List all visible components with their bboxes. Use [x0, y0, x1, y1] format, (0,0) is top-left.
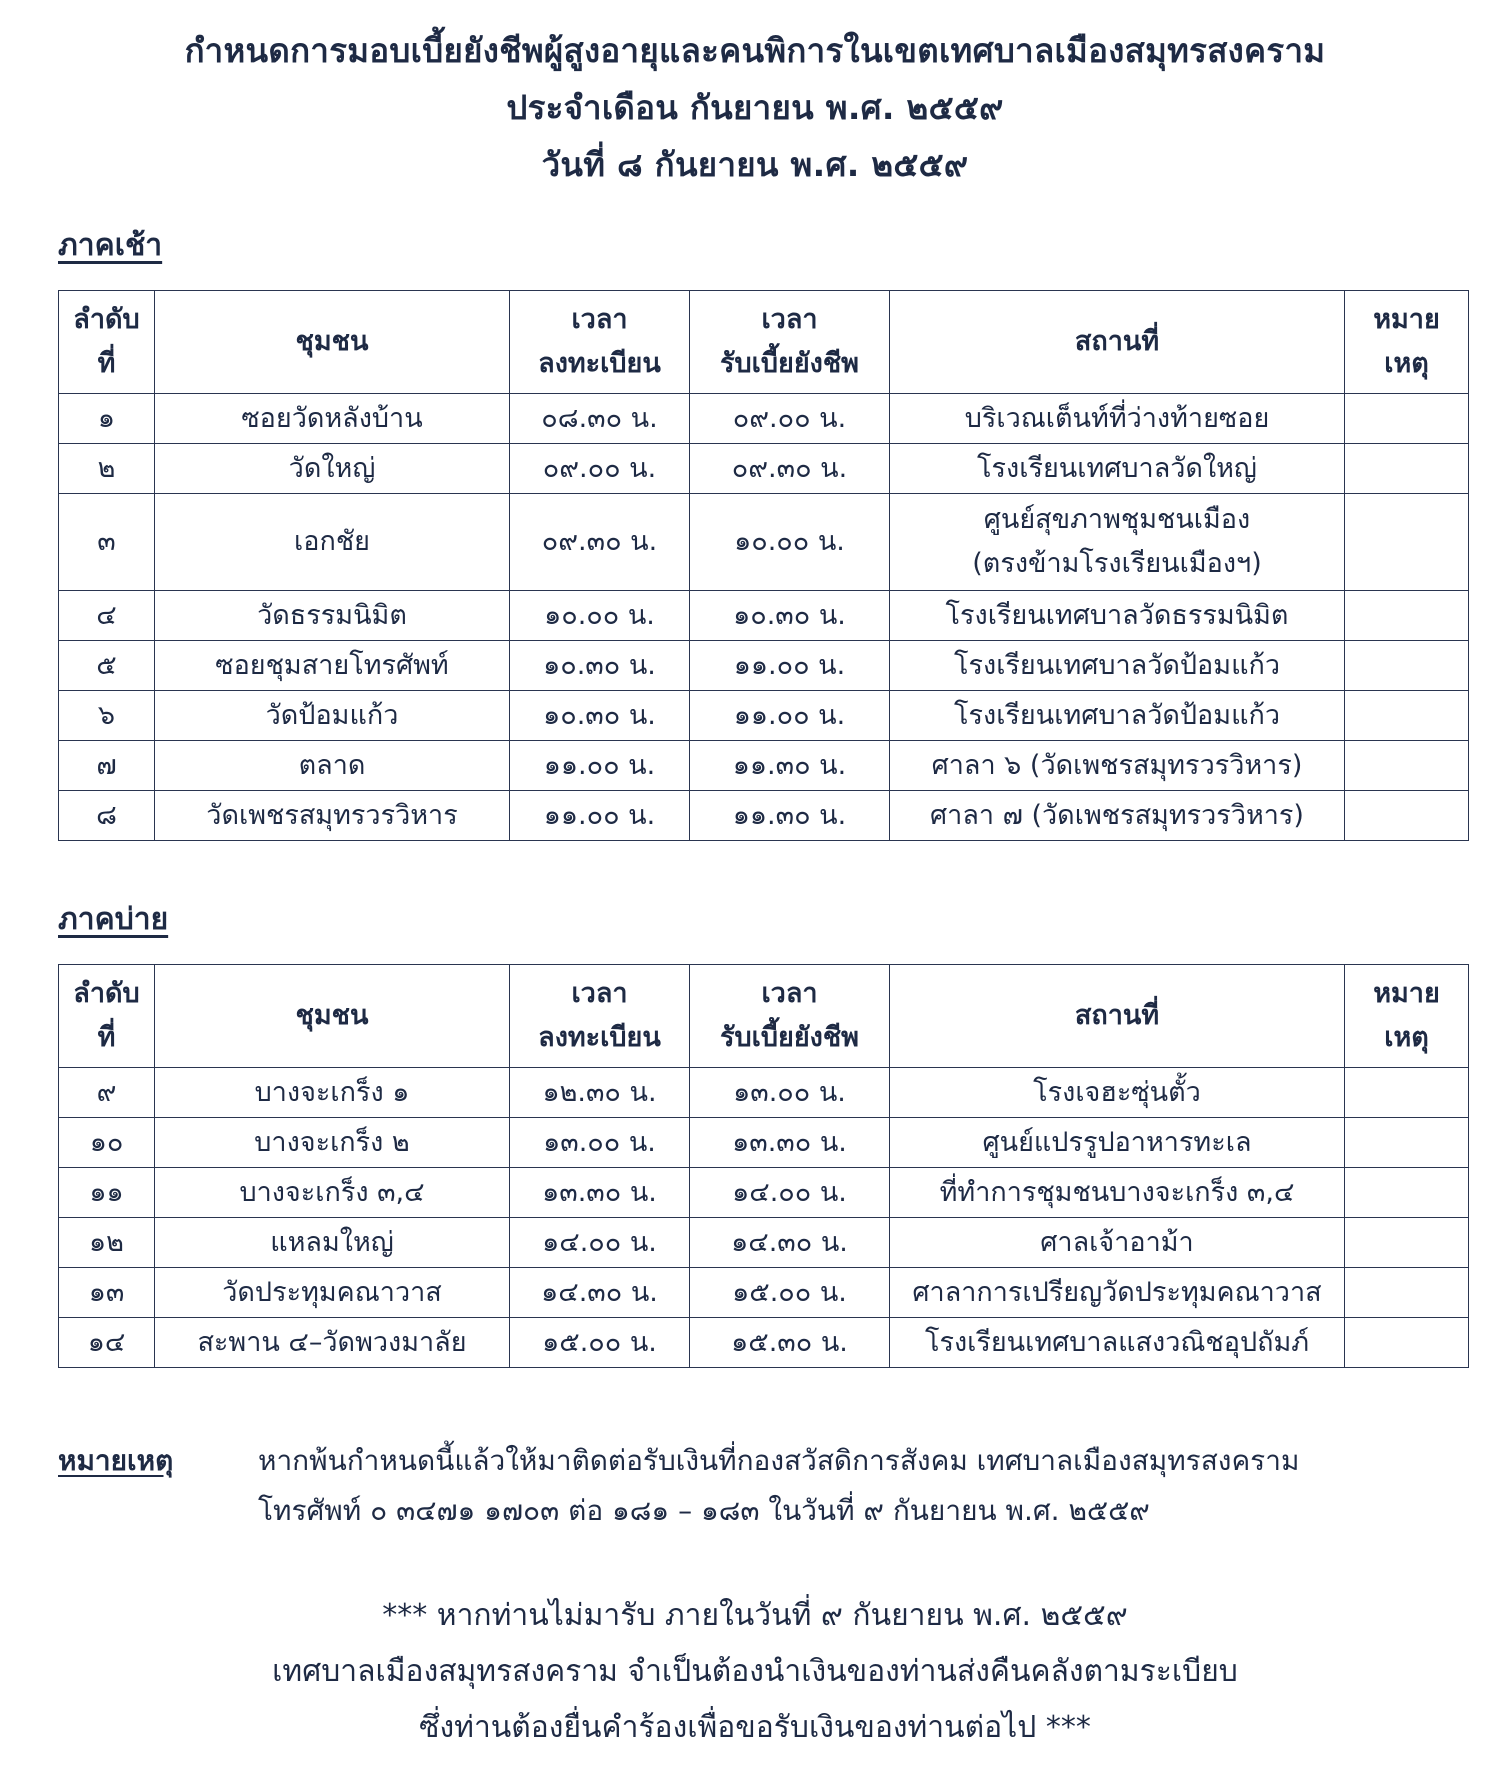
- cell-receive-time: ๑๕.๓๐ น.: [690, 1318, 890, 1368]
- note-body: [258, 1436, 1468, 1536]
- table-row: [59, 1318, 1469, 1368]
- column-header-receive-time: เวลา รับเบี้ยยังชีพ: [690, 291, 890, 394]
- table-row: [59, 641, 1469, 691]
- cell-community: บางจะเกร็ง ๑: [155, 1068, 510, 1118]
- cell-register-time: ๑๑.๐๐ น.: [510, 741, 690, 791]
- note-label: หมายเหตุ: [58, 1444, 174, 1477]
- cell-no: ๕: [59, 641, 155, 691]
- cell-community: สะพาน ๔–วัดพวงมาลัย: [155, 1318, 510, 1368]
- cell-no: ๒: [59, 444, 155, 494]
- place-line: โรงเรียนเทศบาลวัดป้อมแก้ว: [954, 649, 1280, 681]
- table-row: [59, 1218, 1469, 1268]
- cell-community: วัดเพชรสมุทรวรวิหาร: [155, 791, 510, 841]
- table-row: [59, 791, 1469, 841]
- cell-community: ซอยวัดหลังบ้าน: [155, 394, 510, 444]
- place-line: ศาลา ๗ (วัดเพชรสมุทรวรวิหาร): [930, 799, 1304, 831]
- cell-no: ๑๓: [59, 1268, 155, 1318]
- cell-no: ๖: [59, 691, 155, 741]
- cell-register-time: ๑๐.๓๐ น.: [510, 641, 690, 691]
- column-header-place: สถานที่: [890, 291, 1345, 394]
- place-line: ศาลา ๖ (วัดเพชรสมุทรวรวิหาร): [931, 749, 1303, 781]
- column-header-community: ชุมชน: [155, 291, 510, 394]
- table-row: [59, 691, 1469, 741]
- cell-community: ตลาด: [155, 741, 510, 791]
- month-line: ประจำเดือน กันยายน พ.ศ. ๒๕๕๙: [506, 88, 1004, 127]
- warning-line-2: เทศบาลเมืองสมุทรสงคราม จำเป็นต้องนำเงินของท่านส่งคืนคลังตามระเบียบ: [272, 1654, 1238, 1689]
- morning-section-title: ภาคเช้า: [58, 228, 163, 263]
- cell-place: [890, 1118, 1345, 1168]
- place-line: ศูนย์แปรรูปอาหารทะเล: [982, 1126, 1252, 1158]
- cell-place: [890, 444, 1345, 494]
- table-row: [59, 494, 1469, 591]
- place-line: โรงเรียนเทศบาลวัดธรรมนิมิต: [945, 599, 1289, 631]
- cell-place: [890, 1068, 1345, 1118]
- afternoon-schedule-table: [58, 964, 1469, 1368]
- cell-remark: [1345, 494, 1469, 591]
- cell-register-time: ๑๔.๓๐ น.: [510, 1268, 690, 1318]
- cell-register-time: ๐๙.๐๐ น.: [510, 444, 690, 494]
- cell-remark: [1345, 791, 1469, 841]
- cell-community: บางจะเกร็ง ๒: [155, 1118, 510, 1168]
- cell-remark: [1345, 444, 1469, 494]
- cell-register-time: ๑๓.๓๐ น.: [510, 1168, 690, 1218]
- cell-receive-time: ๑๐.๐๐ น.: [690, 494, 890, 591]
- cell-place: [890, 1268, 1345, 1318]
- cell-no: ๑๐: [59, 1118, 155, 1168]
- cell-community: บางจะเกร็ง ๓,๔: [155, 1168, 510, 1218]
- cell-register-time: ๑๔.๐๐ น.: [510, 1218, 690, 1268]
- cell-no: ๙: [59, 1068, 155, 1118]
- cell-register-time: ๑๓.๐๐ น.: [510, 1118, 690, 1168]
- warning-line-1: *** หากท่านไม่มารับ ภายในวันที่ ๙ กันยายน พ.ศ. ๒๕๕๙: [382, 1598, 1128, 1633]
- cell-community: เอกชัย: [155, 494, 510, 591]
- table-row: [59, 1268, 1469, 1318]
- cell-place: [890, 494, 1345, 591]
- column-header-register-time: เวลา ลงทะเบียน: [510, 965, 690, 1068]
- place-line: โรงเจฮะซุ่นตั้ว: [1033, 1076, 1201, 1108]
- afternoon-section-title: ภาคบ่าย: [58, 902, 169, 937]
- column-header-remark: หมาย เหตุ: [1345, 965, 1469, 1068]
- place-line: (ตรงข้ามโรงเรียนเมืองฯ): [972, 548, 1262, 579]
- cell-no: ๘: [59, 791, 155, 841]
- cell-receive-time: ๑๔.๐๐ น.: [690, 1168, 890, 1218]
- cell-register-time: ๑๕.๐๐ น.: [510, 1318, 690, 1368]
- cell-receive-time: ๐๙.๐๐ น.: [690, 394, 890, 444]
- column-header-register-time: เวลา ลงทะเบียน: [510, 291, 690, 394]
- cell-remark: [1345, 1118, 1469, 1168]
- table-row: [59, 1118, 1469, 1168]
- place-line: โรงเรียนเทศบาลวัดใหญ่: [977, 452, 1257, 484]
- cell-place: [890, 741, 1345, 791]
- cell-receive-time: ๑๕.๐๐ น.: [690, 1268, 890, 1318]
- cell-register-time: ๐๘.๓๐ น.: [510, 394, 690, 444]
- place-line: บริเวณเต็นท์ที่ว่างท้ายซอย: [964, 402, 1270, 434]
- cell-no: ๑๑: [59, 1168, 155, 1218]
- cell-community: แหลมใหญ่: [155, 1218, 510, 1268]
- place-line: โรงเรียนเทศบาลวัดป้อมแก้ว: [954, 699, 1280, 731]
- cell-remark: [1345, 641, 1469, 691]
- note-line-1: หากพ้นกำหนดนี้แล้วให้มาติดต่อรับเงินที่กองสวัสดิการสังคม เทศบาลเมืองสมุทรสงคราม: [258, 1444, 1300, 1477]
- cell-place: [890, 791, 1345, 841]
- cell-remark: [1345, 1168, 1469, 1218]
- place-line: ศาลาการเปรียญวัดประทุมคณาวาส: [912, 1276, 1322, 1308]
- place-line: ที่ทำการชุมชนบางจะเกร็ง ๓,๔: [939, 1176, 1295, 1208]
- table-row: [59, 591, 1469, 641]
- date-line: วันที่ ๘ กันยายน พ.ศ. ๒๕๕๙: [541, 145, 969, 184]
- place-line: ศูนย์สุขภาพชุมชนเมือง: [983, 504, 1251, 535]
- column-header-no: ลำดับ ที่: [59, 291, 155, 394]
- cell-place: [890, 1318, 1345, 1368]
- cell-receive-time: ๐๙.๓๐ น.: [690, 444, 890, 494]
- cell-place: [890, 394, 1345, 444]
- cell-receive-time: ๑๐.๓๐ น.: [690, 591, 890, 641]
- cell-place: [890, 1218, 1345, 1268]
- cell-receive-time: ๑๑.๓๐ น.: [690, 791, 890, 841]
- cell-no: ๗: [59, 741, 155, 791]
- document-header: [0, 22, 1510, 193]
- cell-receive-time: ๑๓.๐๐ น.: [690, 1068, 890, 1118]
- warning-line-3: ซึ่งท่านต้องยื่นคำร้องเพื่อขอรับเงินของท่านต่อไป ***: [419, 1710, 1091, 1745]
- table-header-row: [59, 291, 1469, 394]
- cell-community: วัดธรรมนิมิต: [155, 591, 510, 641]
- cell-receive-time: ๑๑.๓๐ น.: [690, 741, 890, 791]
- cell-no: ๔: [59, 591, 155, 641]
- column-header-receive-time: เวลา รับเบี้ยยังชีพ: [690, 965, 890, 1068]
- cell-register-time: ๑๒.๓๐ น.: [510, 1068, 690, 1118]
- column-header-place: สถานที่: [890, 965, 1345, 1068]
- warning-section: [0, 1588, 1510, 1756]
- table-row: [59, 1168, 1469, 1218]
- cell-place: [890, 691, 1345, 741]
- cell-remark: [1345, 394, 1469, 444]
- cell-receive-time: ๑๑.๐๐ น.: [690, 691, 890, 741]
- morning-schedule-table: [58, 290, 1469, 841]
- cell-no: ๑: [59, 394, 155, 444]
- cell-place: [890, 641, 1345, 691]
- cell-register-time: ๑๐.๐๐ น.: [510, 591, 690, 641]
- cell-no: ๓: [59, 494, 155, 591]
- cell-receive-time: ๑๑.๐๐ น.: [690, 641, 890, 691]
- cell-receive-time: ๑๓.๓๐ น.: [690, 1118, 890, 1168]
- cell-remark: [1345, 1218, 1469, 1268]
- cell-community: วัดประทุมคณาวาส: [155, 1268, 510, 1318]
- cell-register-time: ๑๑.๐๐ น.: [510, 791, 690, 841]
- note-line-2: โทรศัพท์ ๐ ๓๔๗๑ ๑๗๐๓ ต่อ ๑๘๑ – ๑๘๓ ในวันที่ ๙ กันยายน พ.ศ. ๒๕๕๙: [258, 1494, 1150, 1527]
- cell-community: วัดป้อมแก้ว: [155, 691, 510, 741]
- cell-place: [890, 1168, 1345, 1218]
- cell-place: [890, 591, 1345, 641]
- cell-register-time: ๑๐.๓๐ น.: [510, 691, 690, 741]
- column-header-community: ชุมชน: [155, 965, 510, 1068]
- table-row: [59, 1068, 1469, 1118]
- cell-no: ๑๔: [59, 1318, 155, 1368]
- cell-remark: [1345, 691, 1469, 741]
- cell-remark: [1345, 1268, 1469, 1318]
- column-header-no: ลำดับ ที่: [59, 965, 155, 1068]
- cell-no: ๑๒: [59, 1218, 155, 1268]
- cell-community: วัดใหญ่: [155, 444, 510, 494]
- place-line: โรงเรียนเทศบาลแสงวณิชอุปถัมภ์: [924, 1326, 1310, 1358]
- cell-community: ซอยชุมสายโทรศัพท์: [155, 641, 510, 691]
- place-line: ศาลเจ้าอาม้า: [1040, 1226, 1194, 1258]
- cell-remark: [1345, 1318, 1469, 1368]
- cell-register-time: ๐๙.๓๐ น.: [510, 494, 690, 591]
- column-header-remark: หมาย เหตุ: [1345, 291, 1469, 394]
- cell-remark: [1345, 591, 1469, 641]
- table-header-row: [59, 965, 1469, 1068]
- cell-remark: [1345, 741, 1469, 791]
- document-title: กำหนดการมอบเบี้ยยังชีพผู้สูงอายุและคนพิการในเขตเทศบาลเมืองสมุทรสงคราม: [184, 31, 1326, 70]
- table-row: [59, 741, 1469, 791]
- table-row: [59, 394, 1469, 444]
- cell-remark: [1345, 1068, 1469, 1118]
- cell-receive-time: ๑๔.๓๐ น.: [690, 1218, 890, 1268]
- table-row: [59, 444, 1469, 494]
